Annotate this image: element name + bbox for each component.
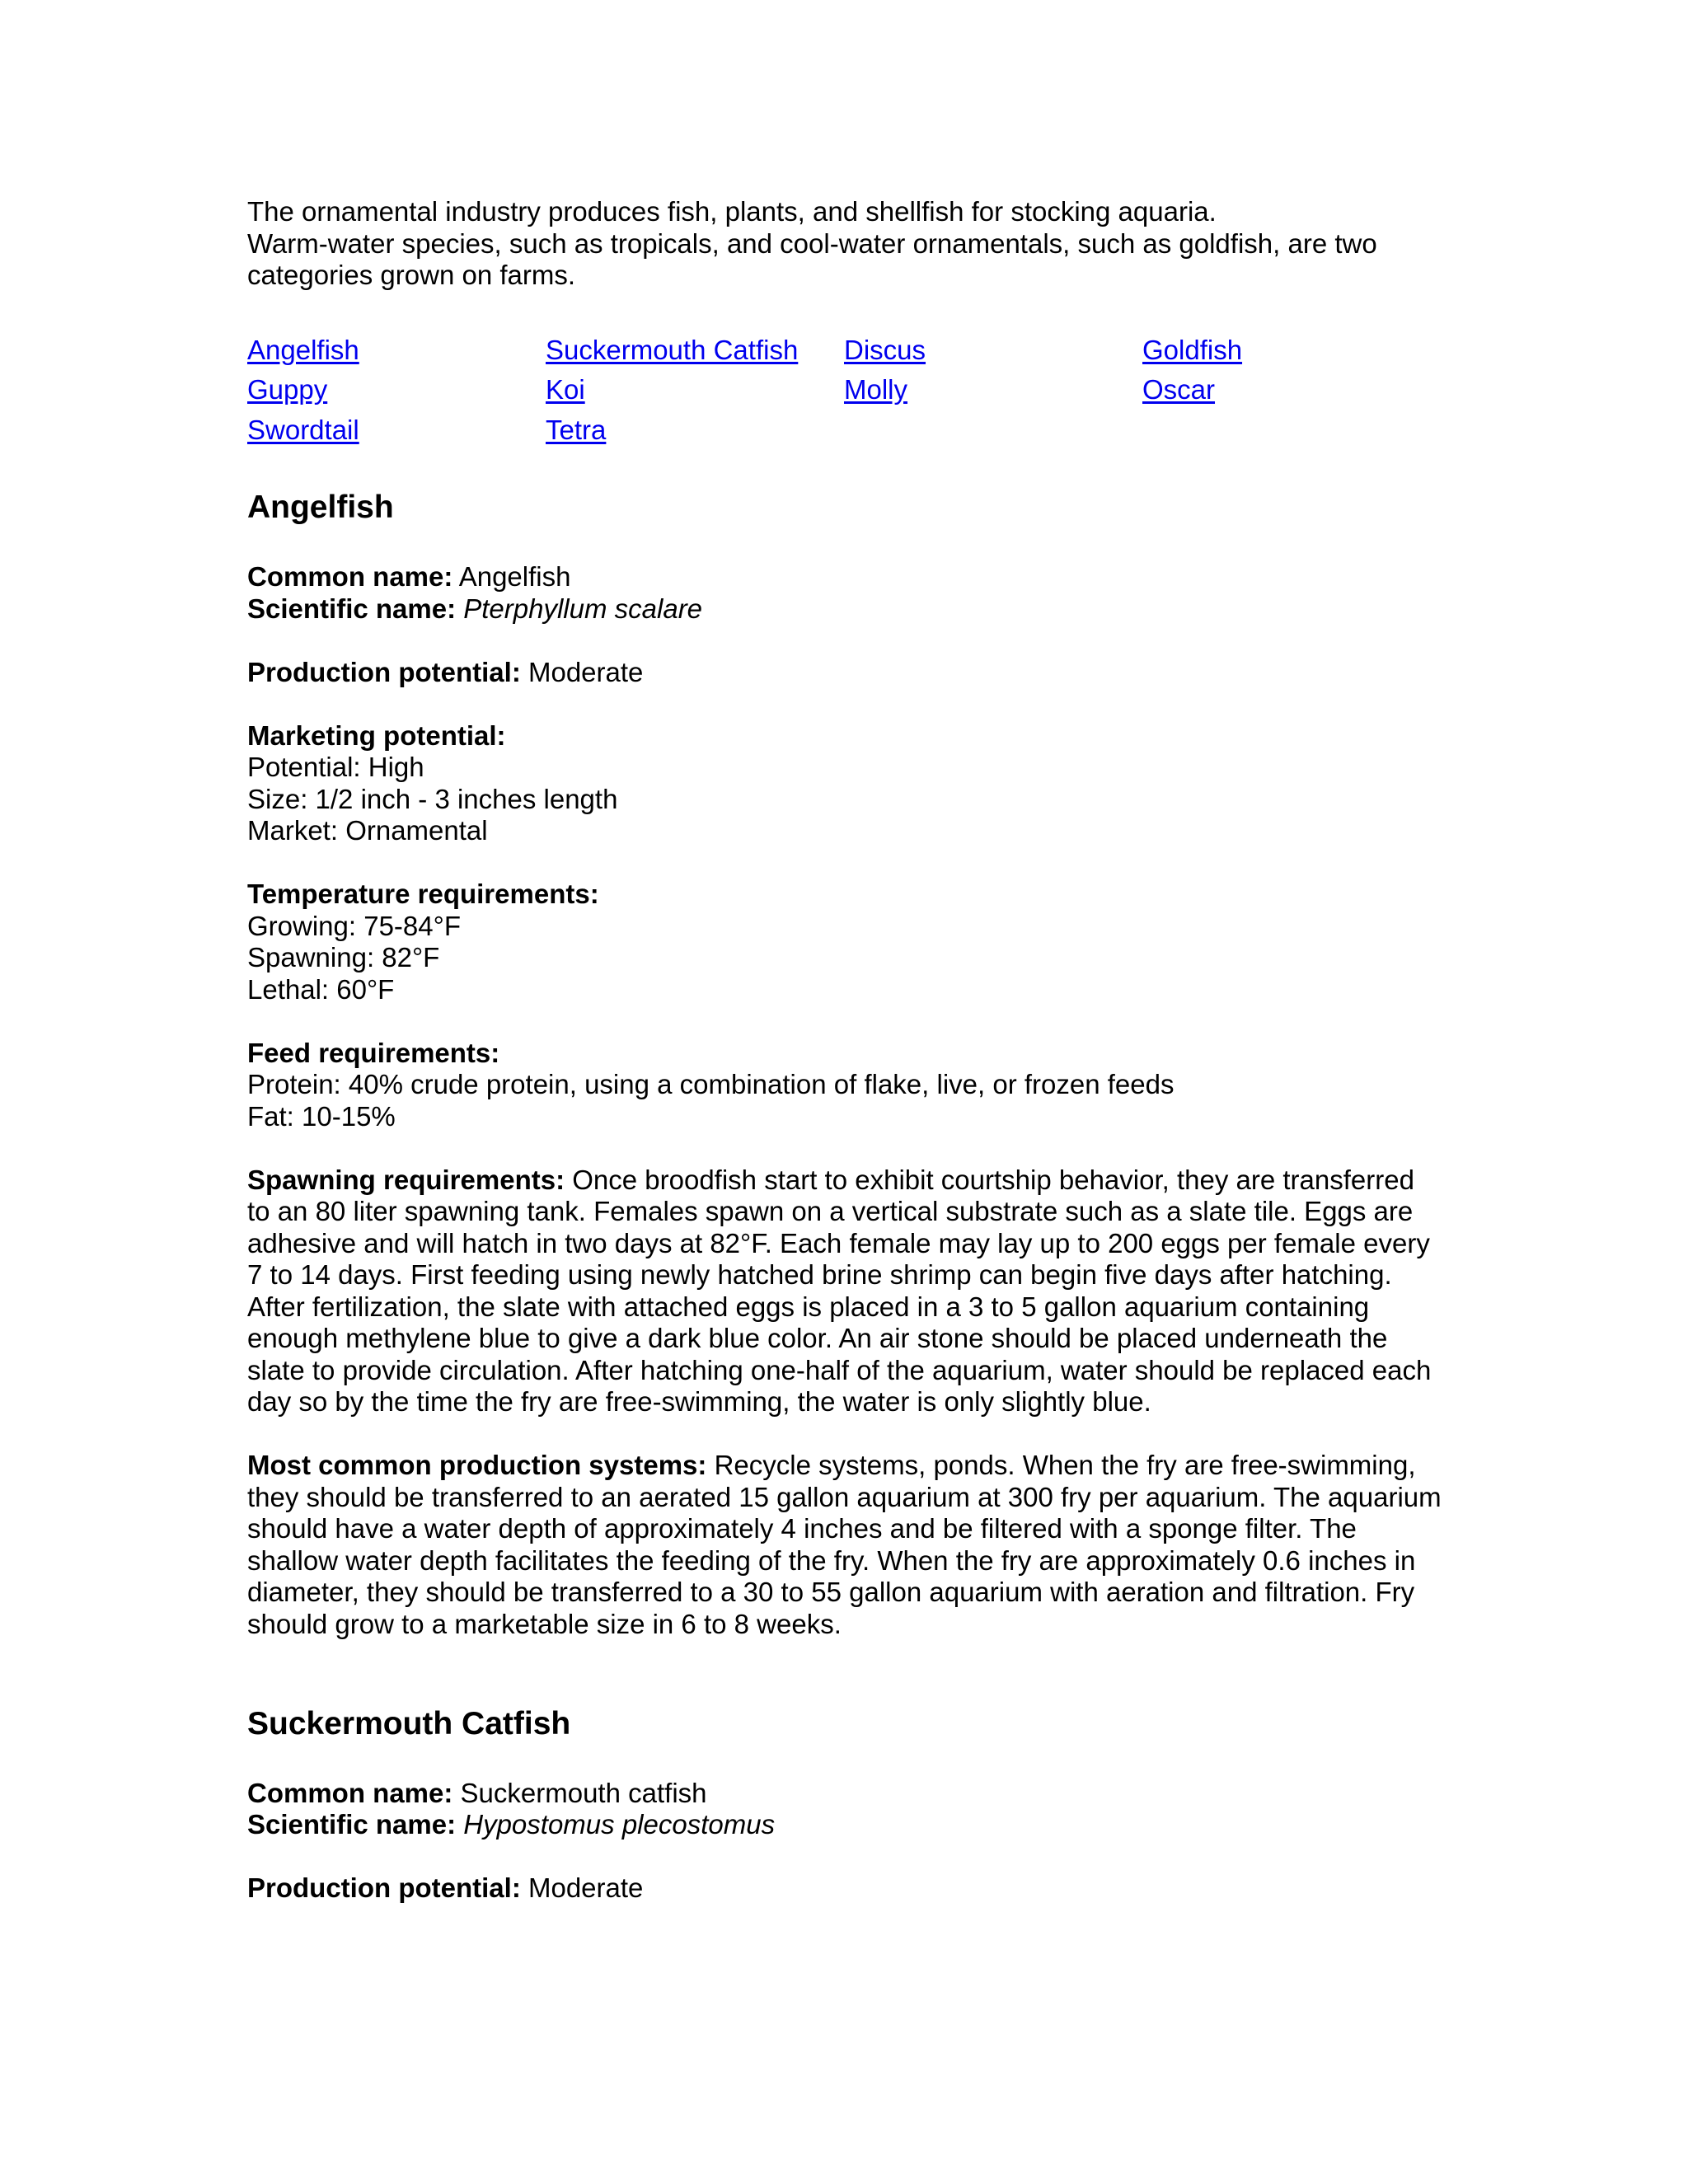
common-name-label: Common name: — [247, 1777, 453, 1808]
link-molly[interactable]: Molly — [844, 374, 908, 405]
production-systems-label: Most common production systems: — [247, 1450, 707, 1480]
production-potential-block — [247, 1872, 1442, 1905]
scientific-name-value: Hypostomus plecostomus — [463, 1809, 776, 1840]
section-heading-angelfish: Angelfish — [247, 490, 394, 525]
temperature-line: Spawning: 82°F — [247, 942, 440, 972]
marketing-potential-block — [247, 720, 1442, 847]
feed-line: Protein: 40% crude protein, using a combination of flake, live, or frozen feeds — [247, 1069, 1175, 1099]
section-spacer — [247, 1672, 1442, 1705]
temperature-line: Growing: 75-84°F — [247, 910, 461, 941]
common-name-row — [247, 1778, 1442, 1810]
spawning-requirements-paragraph — [247, 1165, 1442, 1418]
scientific-name-row — [247, 1809, 1442, 1841]
scientific-name-value: Pterphyllum scalare — [463, 593, 703, 624]
names-block — [247, 561, 1442, 625]
feed-requirements-block — [247, 1038, 1442, 1133]
spawning-requirements-text: Once broodfish start to exhibit courtship behavior, they are transferred to an 80 liter spawning tank. Females spawn on a vertical substrate such as a slate tile. Eggs are adhesive and will hatch in two days at 82°F. Each female may lay up to 200 eggs per female every 7 to 14 days. First feeding using newly hatched brine shrimp can begin five days after hatching. After fertilization, the slate with attached eggs is placed in a 3 to 5 gallon aquarium containing enough methylene blue to give a dark blue color. An air stone should be placed underneath the slate to provide circulation. After hatching one-half of the aquarium, water should be replaced each day so by the time the fry are free-swimming, the water is only slightly blue. — [247, 1164, 1432, 1417]
names-block — [247, 1778, 1442, 1841]
production-systems-paragraph — [247, 1450, 1442, 1640]
production-potential-block — [247, 657, 1442, 689]
document-page — [247, 196, 1442, 1936]
link-tetra[interactable]: Tetra — [546, 414, 607, 445]
production-potential-row — [247, 657, 1442, 689]
intro-paragraph — [247, 196, 1442, 292]
link-angelfish[interactable]: Angelfish — [247, 334, 359, 365]
spawning-requirements-block — [247, 1165, 1442, 1418]
spawning-requirements-label: Spawning requirements: — [247, 1164, 565, 1195]
scientific-name-row — [247, 593, 1442, 626]
section-suckermouth-catfish — [247, 1705, 1442, 1905]
common-name-value: Angelfish — [458, 561, 571, 592]
link-suckermouth-catfish[interactable]: Suckermouth Catfish — [546, 334, 799, 365]
production-potential-value: Moderate — [528, 656, 644, 687]
link-discus[interactable]: Discus — [844, 334, 926, 365]
scientific-name-label: Scientific name: — [247, 1809, 457, 1840]
feed-requirements-label: Feed requirements: — [247, 1037, 500, 1068]
feed-line: Fat: 10-15% — [247, 1100, 396, 1132]
common-name-row — [247, 561, 1442, 593]
link-swordtail[interactable]: Swordtail — [247, 414, 359, 445]
production-systems-text: Recycle systems, ponds. When the fry are free-swimming, they should be transferred to an aerated 15 gallon aquarium at 300 fry per aquarium. The aquarium should have a water depth of approximately 4 inches and be filtered with a sponge filter. The shallow water depth facilitates the feeding of the fry. When the fry are approximately 0.6 inches in diameter, they should be transferred to a 30 to 55 gallon aquarium with aeration and filtration. Fry should grow to a marketable size in 6 to 8 weeks. — [247, 1450, 1442, 1639]
marketing-line: Market: Ornamental — [247, 815, 488, 846]
section-angelfish — [247, 489, 1442, 1640]
production-systems-block — [247, 1450, 1442, 1640]
marketing-line: Size: 1/2 inch - 3 inches length — [247, 783, 618, 814]
scientific-name-label: Scientific name: — [247, 593, 457, 624]
production-potential-value: Moderate — [528, 1872, 644, 1903]
marketing-line: Potential: High — [247, 752, 424, 782]
link-guppy[interactable]: Guppy — [247, 374, 328, 405]
link-oscar[interactable]: Oscar — [1142, 374, 1216, 405]
link-koi[interactable]: Koi — [546, 374, 585, 405]
section-heading-suckermouth-catfish: Suckermouth Catfish — [247, 1705, 571, 1741]
common-name-value: Suckermouth catfish — [460, 1777, 707, 1808]
species-link-grid — [247, 335, 1442, 447]
intro-line-2: Warm-water species, such as tropicals, and cool-water ornamentals, such as goldfish, are two categories grown on farms. — [247, 227, 1377, 290]
temperature-requirements-block — [247, 879, 1442, 1005]
production-potential-label: Production potential: — [247, 656, 521, 687]
link-goldfish[interactable]: Goldfish — [1142, 334, 1243, 365]
common-name-label: Common name: — [247, 561, 453, 592]
intro-line-1: The ornamental industry produces fish, plants, and shellfish for stocking aquaria. — [247, 196, 1217, 227]
marketing-potential-label: Marketing potential: — [247, 719, 506, 751]
production-potential-row — [247, 1872, 1442, 1905]
temperature-requirements-label: Temperature requirements: — [247, 879, 599, 909]
production-potential-label: Production potential: — [247, 1872, 521, 1903]
temperature-line: Lethal: 60°F — [247, 973, 395, 1005]
